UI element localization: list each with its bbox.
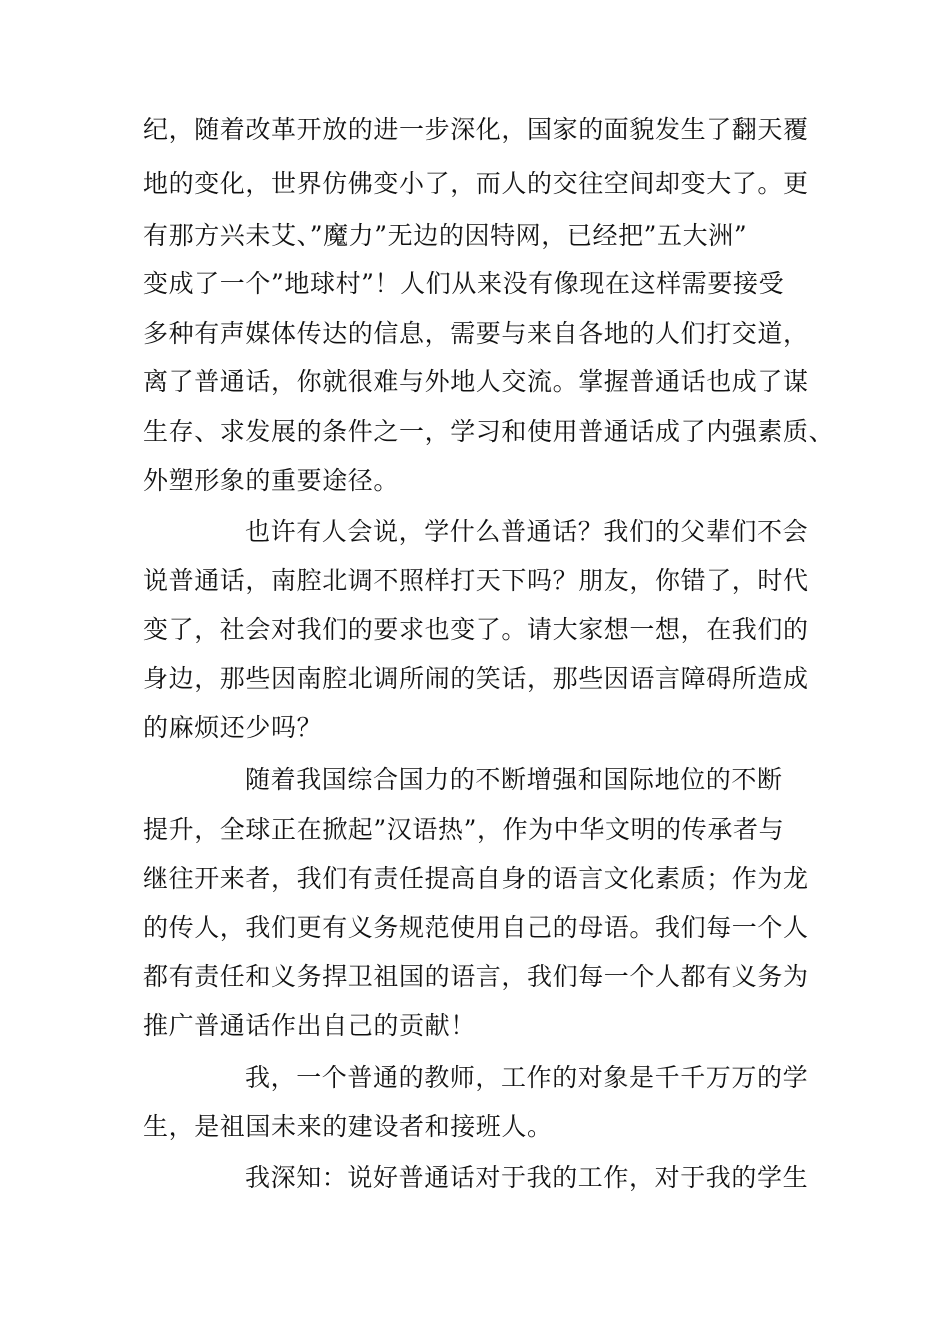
text-line: 生存、求发展的条件之一，学习和使用普通话成了内强素质、 [143,417,835,446]
text-line: 继往开来者，我们有责任提高自身的语言文化素质；作为龙 [143,864,809,893]
text-line: 纪，随着改革开放的进一步深化，国家的面貌发生了翻天覆 [143,115,809,144]
text-line: 离了普通话，你就很难与外地人交流。掌握普通话也成了谋 [143,367,809,396]
text-line: 变了，社会对我们的要求也变了。请大家想一想，在我们的 [143,615,809,644]
text-line: 有那方兴未艾、”魔力”无边的因特网，已经把”五大洲” [143,221,748,250]
paragraph-start-line: 也许有人会说，学什么普通话？我们的父辈们不会 [245,517,809,546]
text-line: 都有责任和义务捍卫祖国的语言，我们每一个人都有义务为 [143,962,809,991]
text-line: 提升，全球正在掀起”汉语热”，作为中华文明的传承者与 [143,815,785,844]
paragraph-start-line: 随着我国综合国力的不断增强和国际地位的不断 [245,765,783,794]
text-line: 推广普通话作出自己的贡献！ [143,1011,476,1040]
text-line: 多种有声媒体传达的信息，需要与来自各地的人们打交道， [143,319,809,348]
paragraph-start-line: 我，一个普通的教师，工作的对象是千千万万的学 [245,1063,809,1092]
paragraph-start-line: 我深知：说好普通话对于我的工作，对于我的学生 [245,1163,809,1192]
text-line: 的传人，我们更有义务规范使用自己的母语。我们每一个人 [143,913,809,942]
text-line: 变成了一个”地球村”！人们从来没有像现在这样需要接受 [143,269,785,298]
text-line: 身边，那些因南腔北调所闹的笑话，那些因语言障碍所造成 [143,664,809,693]
text-line: 说普通话，南腔北调不照样打天下吗？朋友，你错了，时代 [143,566,809,595]
text-line: 地的变化，世界仿佛变小了，而人的交往空间却变大了。更 [143,169,809,198]
text-line: 外塑形象的重要途径。 [143,466,400,495]
text-line: 的麻烦还少吗？ [143,713,323,742]
text-line: 生，是祖国未来的建设者和接班人。 [143,1112,553,1141]
